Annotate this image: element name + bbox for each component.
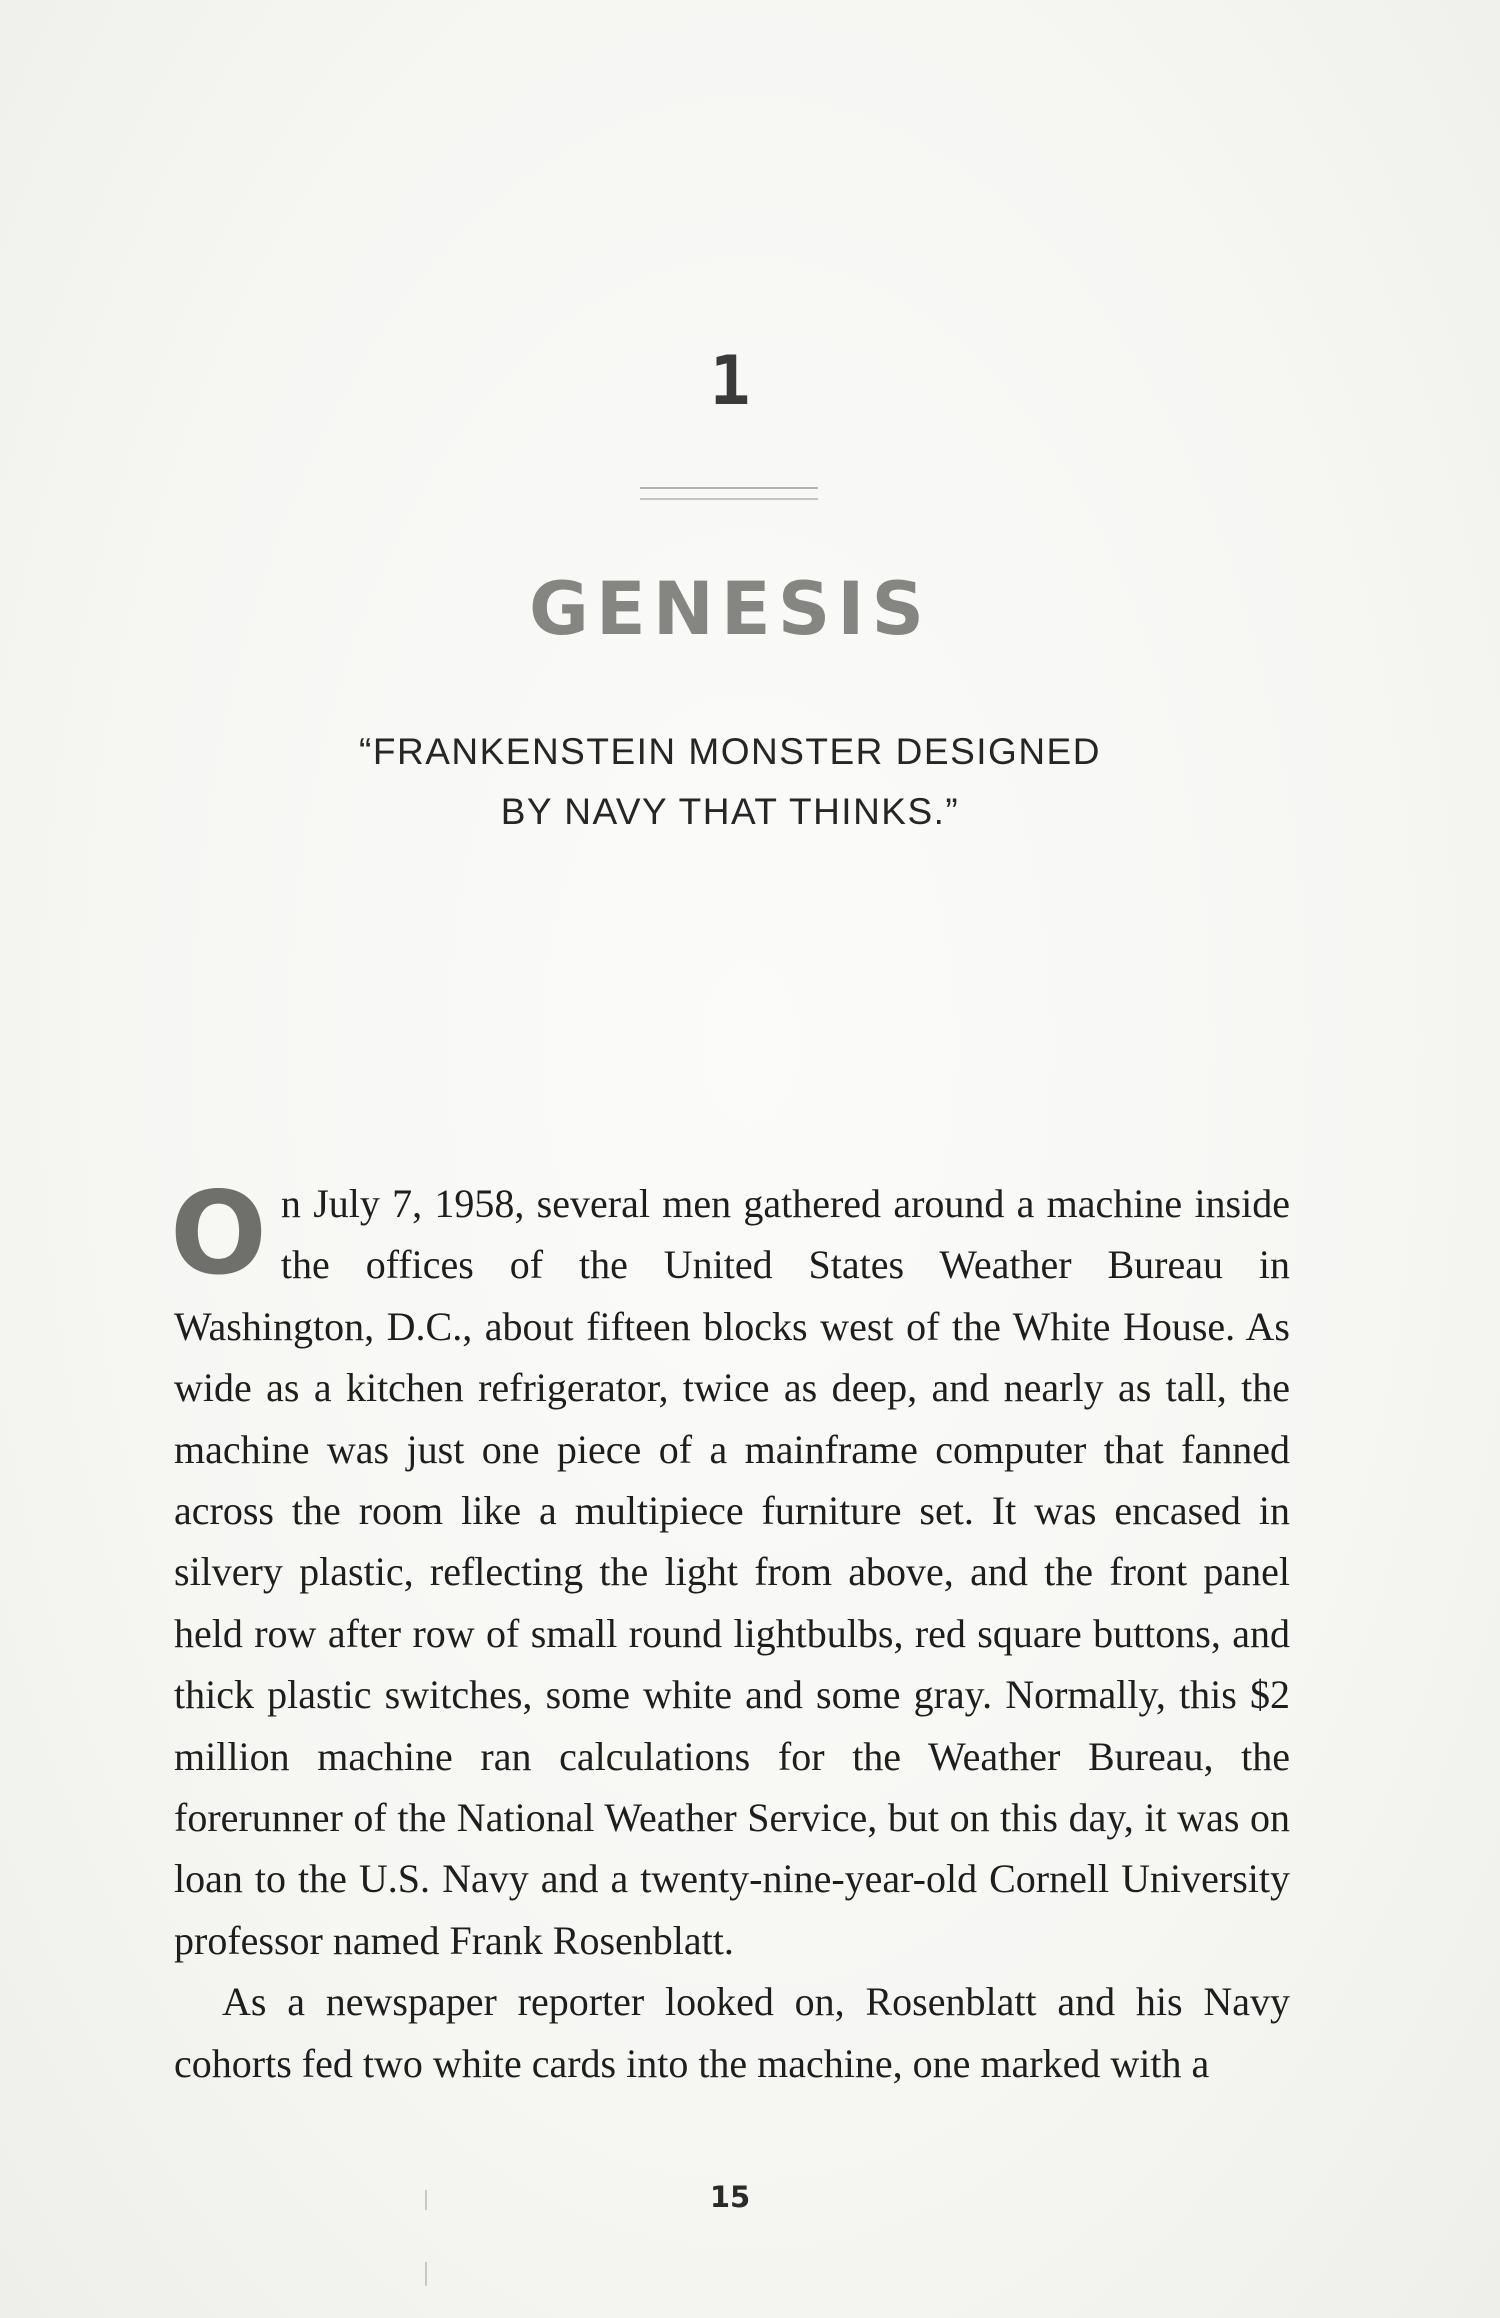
scan-mark — [425, 2190, 427, 2210]
epigraph-line-1: “FRANKENSTEIN MONSTER DESIGNED — [359, 731, 1101, 772]
chapter-epigraph — [0, 722, 1460, 842]
chapter-number: 1 — [709, 342, 751, 421]
page-number: 15 — [709, 2180, 751, 2214]
paragraph-1-text: n July 7, 1958, several men gathered around a machine inside the offices of the United States Weather Bureau in Washington, D.C., about fifteen blocks west of the White House. As wide as a kitchen refrigerator, twice as deep, and nearly as tall, the machine was just one piece of a mainframe computer that fanned across the room like a multipiece furniture set. It was encased in silvery plastic, reflecting the light from above, and the front panel held row after row of small round lightbulbs, red square buttons, and thick plastic switches, some white and some gray. Normally, this $2 million machine ran calculations for the Weather Bureau, the forerunner of the National Weather Service, but on this day, it was on loan to the U.S. Navy and a twenty-nine-year-old Cornell University professor named Frank Rosenblatt. — [174, 1181, 1290, 1963]
chapter-title: GENESIS — [528, 567, 932, 652]
scan-mark — [425, 2262, 427, 2286]
paragraph-1 — [170, 1167, 1290, 1971]
paragraph-2: As a newspaper reporter looked on, Rosenblatt and his Navy cohorts fed two white cards into the machine, one marked with a — [174, 1979, 1290, 2086]
divider-line-bottom — [640, 498, 818, 500]
body-text — [170, 1167, 1290, 2094]
chapter-divider-rule — [640, 487, 818, 501]
divider-line-top — [640, 487, 818, 489]
epigraph-line-2: BY NAVY THAT THINKS.” — [500, 791, 960, 832]
drop-cap: O — [170, 1167, 267, 1300]
